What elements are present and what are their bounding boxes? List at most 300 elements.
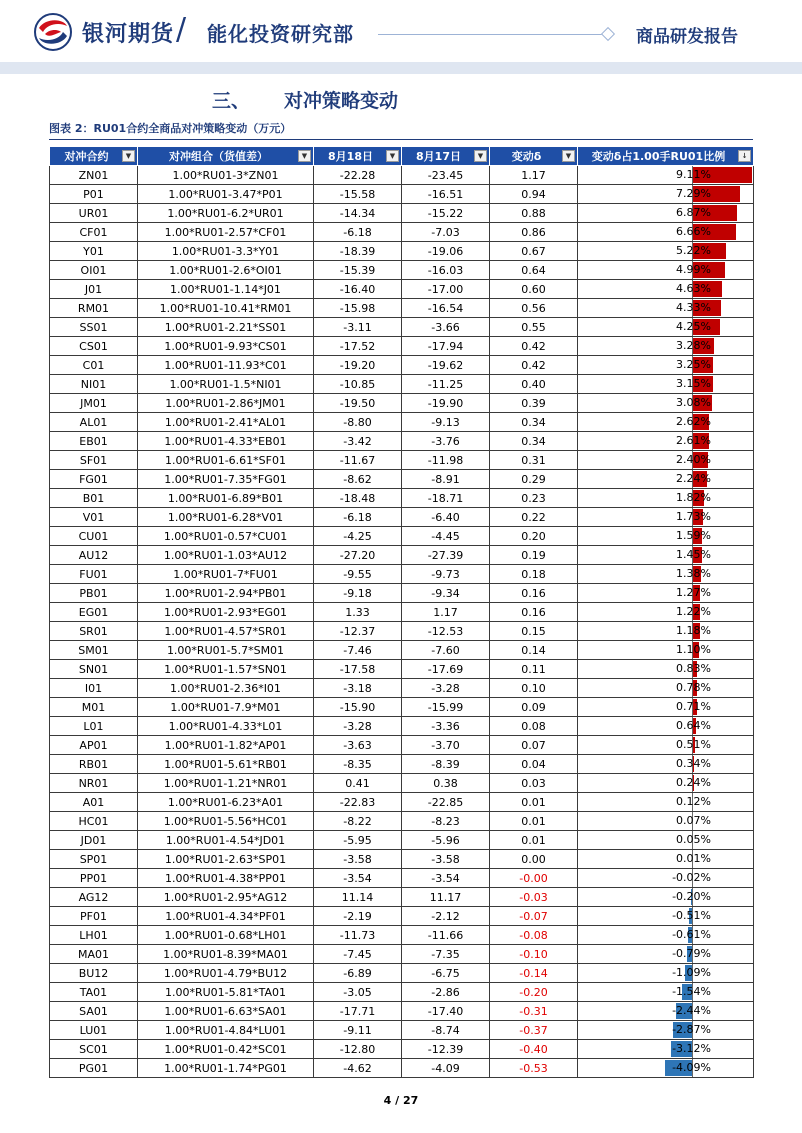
table-cell-combo: 1.00*RU01-9.93*CS01 [138, 337, 314, 356]
table-cell-aug17: -23.45 [402, 166, 490, 185]
table-row [50, 907, 754, 926]
table-cell-aug17: -3.36 [402, 717, 490, 736]
table-cell-aug18: -7.45 [314, 945, 402, 964]
table-cell-contract: CF01 [50, 223, 138, 242]
ratio-label: 2.24% [676, 472, 711, 485]
table-cell-delta: 0.55 [490, 318, 578, 337]
table-cell-ratio [578, 204, 754, 223]
table-cell-contract: ZN01 [50, 166, 138, 185]
table-cell-combo: 1.00*RU01-1.03*AU12 [138, 546, 314, 565]
table-cell-contract: NI01 [50, 375, 138, 394]
ratio-label: 3.25% [676, 358, 711, 371]
table-cell-delta: -0.14 [490, 964, 578, 983]
table-cell-delta: 0.60 [490, 280, 578, 299]
table-cell-aug18: -22.28 [314, 166, 402, 185]
ratio-label: -0.20% [672, 890, 711, 903]
table-cell-ratio [578, 166, 754, 185]
ratio-label: 4.63% [676, 282, 711, 295]
table-cell-aug18: -9.18 [314, 584, 402, 603]
table-cell-ratio [578, 793, 754, 812]
table-cell-contract: I01 [50, 679, 138, 698]
table-cell-contract: RB01 [50, 755, 138, 774]
table-cell-contract: V01 [50, 508, 138, 527]
table-row [50, 1021, 754, 1040]
table-cell-aug17: -9.73 [402, 565, 490, 584]
table-cell-contract: B01 [50, 489, 138, 508]
table-cell-combo: 1.00*RU01-0.68*LH01 [138, 926, 314, 945]
table-cell-delta: 0.18 [490, 565, 578, 584]
table-row [50, 204, 754, 223]
table-cell-ratio [578, 394, 754, 413]
table-cell-aug17: -19.90 [402, 394, 490, 413]
table-cell-combo: 1.00*RU01-10.41*RM01 [138, 299, 314, 318]
ratio-label: 1.82% [676, 491, 711, 504]
table-cell-aug18: -3.18 [314, 679, 402, 698]
table-cell-aug18: -27.20 [314, 546, 402, 565]
ratio-label: 0.83% [676, 662, 711, 675]
table-cell-aug18: -3.28 [314, 717, 402, 736]
table-row [50, 736, 754, 755]
table-row [50, 869, 754, 888]
table-cell-delta: 0.11 [490, 660, 578, 679]
table-cell-aug18: -15.39 [314, 261, 402, 280]
page-header [0, 0, 802, 66]
table-cell-combo: 1.00*RU01-1.5*NI01 [138, 375, 314, 394]
table-cell-aug18: -8.22 [314, 812, 402, 831]
table-cell-ratio [578, 831, 754, 850]
table-cell-contract: HC01 [50, 812, 138, 831]
table-cell-aug17: -12.39 [402, 1040, 490, 1059]
ratio-label: 2.61% [676, 434, 711, 447]
table-cell-ratio [578, 413, 754, 432]
table-cell-aug18: -8.35 [314, 755, 402, 774]
table-cell-ratio [578, 375, 754, 394]
ratio-label: 7.29% [676, 187, 711, 200]
table-cell-delta: 0.07 [490, 736, 578, 755]
table-cell-aug18: 0.41 [314, 774, 402, 793]
table-row [50, 1040, 754, 1059]
table-cell-aug17: -2.86 [402, 983, 490, 1002]
table-cell-aug18: -11.67 [314, 451, 402, 470]
table-cell-combo: 1.00*RU01-2.94*PB01 [138, 584, 314, 603]
table-cell-aug18: -8.62 [314, 470, 402, 489]
ratio-label: 4.99% [676, 263, 711, 276]
table-cell-aug17: -16.54 [402, 299, 490, 318]
table-cell-contract: JM01 [50, 394, 138, 413]
table-cell-contract: SA01 [50, 1002, 138, 1021]
table-cell-delta: 0.40 [490, 375, 578, 394]
table-cell-ratio [578, 1059, 754, 1078]
table-cell-combo: 1.00*RU01-6.61*SF01 [138, 451, 314, 470]
table-cell-ratio [578, 337, 754, 356]
table-row [50, 565, 754, 584]
table-row [50, 812, 754, 831]
table-cell-aug18: -8.80 [314, 413, 402, 432]
table-cell-contract: FG01 [50, 470, 138, 489]
table-cell-aug17: -17.40 [402, 1002, 490, 1021]
table-cell-ratio [578, 926, 754, 945]
table-cell-aug17: 1.17 [402, 603, 490, 622]
table-cell-aug17: -22.85 [402, 793, 490, 812]
table-cell-combo: 1.00*RU01-1.82*AP01 [138, 736, 314, 755]
table-cell-combo: 1.00*RU01-7.35*FG01 [138, 470, 314, 489]
section-number: 三、 [212, 90, 251, 112]
table-cell-aug18: -4.62 [314, 1059, 402, 1078]
column-header: 变动δ占1.00手RU01比例 ↓ [578, 147, 754, 166]
table-cell-aug17: -15.99 [402, 698, 490, 717]
table-cell-delta: 0.29 [490, 470, 578, 489]
table-row [50, 755, 754, 774]
ratio-label: 3.15% [676, 377, 711, 390]
table-cell-aug18: -12.37 [314, 622, 402, 641]
table-cell-aug18: 11.14 [314, 888, 402, 907]
table-cell-aug17: -27.39 [402, 546, 490, 565]
table-cell-ratio [578, 888, 754, 907]
table-cell-aug17: -17.94 [402, 337, 490, 356]
table-cell-combo: 1.00*RU01-4.84*LU01 [138, 1021, 314, 1040]
table-cell-combo: 1.00*RU01-4.54*JD01 [138, 831, 314, 850]
table-cell-combo: 1.00*RU01-6.2*UR01 [138, 204, 314, 223]
table-cell-ratio [578, 964, 754, 983]
table-cell-aug17: -8.23 [402, 812, 490, 831]
table-cell-aug18: -10.85 [314, 375, 402, 394]
table-cell-aug17: -7.60 [402, 641, 490, 660]
table-cell-aug17: -19.06 [402, 242, 490, 261]
table-cell-aug17: -17.00 [402, 280, 490, 299]
table-cell-aug18: -3.05 [314, 983, 402, 1002]
ratio-label: -1.54% [672, 985, 711, 998]
ratio-label: 0.71% [676, 700, 711, 713]
table-cell-delta: 0.22 [490, 508, 578, 527]
table-cell-contract: JD01 [50, 831, 138, 850]
table-cell-delta: 0.34 [490, 432, 578, 451]
table-cell-combo: 1.00*RU01-5.56*HC01 [138, 812, 314, 831]
table-cell-ratio [578, 299, 754, 318]
table-cell-combo: 1.00*RU01-4.33*L01 [138, 717, 314, 736]
table-cell-contract: AP01 [50, 736, 138, 755]
table-cell-delta: 0.14 [490, 641, 578, 660]
filter-dropdown-icon[interactable]: ▼ [474, 150, 487, 162]
table-cell-ratio [578, 527, 754, 546]
column-header: 对冲组合（货值差） ▼ [138, 147, 314, 166]
table-row [50, 261, 754, 280]
table-cell-delta: 0.42 [490, 356, 578, 375]
table-cell-delta: 0.19 [490, 546, 578, 565]
table-cell-contract: BU12 [50, 964, 138, 983]
ratio-label: -0.51% [672, 909, 711, 922]
table-cell-contract: PB01 [50, 584, 138, 603]
table-cell-aug18: -16.40 [314, 280, 402, 299]
filter-dropdown-icon[interactable]: ▼ [562, 150, 575, 162]
filter-dropdown-icon[interactable]: ▼ [298, 150, 311, 162]
table-cell-aug17: -6.40 [402, 508, 490, 527]
ratio-label: 0.78% [676, 681, 711, 694]
table-cell-aug17: -3.28 [402, 679, 490, 698]
table-cell-combo: 1.00*RU01-1.21*NR01 [138, 774, 314, 793]
table-cell-delta: 0.56 [490, 299, 578, 318]
table-cell-contract: SF01 [50, 451, 138, 470]
table-cell-combo: 1.00*RU01-4.79*BU12 [138, 964, 314, 983]
table-cell-aug17: -15.22 [402, 204, 490, 223]
table-row [50, 432, 754, 451]
table-cell-ratio [578, 736, 754, 755]
table-cell-ratio [578, 850, 754, 869]
table-cell-delta: 0.08 [490, 717, 578, 736]
table-cell-delta: -0.08 [490, 926, 578, 945]
table-cell-aug18: -9.55 [314, 565, 402, 584]
table-row [50, 375, 754, 394]
table-cell-delta: 0.94 [490, 185, 578, 204]
column-header: 8月17日 ▼ [402, 147, 490, 166]
table-row [50, 584, 754, 603]
table-cell-contract: NR01 [50, 774, 138, 793]
table-cell-combo: 1.00*RU01-7.9*M01 [138, 698, 314, 717]
table-cell-combo: 1.00*RU01-8.39*MA01 [138, 945, 314, 964]
table-cell-combo: 1.00*RU01-2.86*JM01 [138, 394, 314, 413]
report-type: 商品研发报告 [636, 27, 738, 47]
ratio-label: 0.24% [676, 776, 711, 789]
table-cell-combo: 1.00*RU01-3.47*P01 [138, 185, 314, 204]
table-row [50, 641, 754, 660]
table-cell-aug18: -6.89 [314, 964, 402, 983]
table-cell-aug18: -17.71 [314, 1002, 402, 1021]
table-cell-contract: UR01 [50, 204, 138, 223]
ratio-label: -3.12% [672, 1042, 711, 1055]
table-cell-delta: -0.53 [490, 1059, 578, 1078]
table-cell-delta: 0.42 [490, 337, 578, 356]
table-cell-contract: Y01 [50, 242, 138, 261]
table-cell-combo: 1.00*RU01-1.74*PG01 [138, 1059, 314, 1078]
table-row [50, 489, 754, 508]
table-cell-aug18: -18.39 [314, 242, 402, 261]
table-cell-ratio [578, 1021, 754, 1040]
table-row [50, 660, 754, 679]
table-cell-combo: 1.00*RU01-6.89*B01 [138, 489, 314, 508]
table-cell-ratio [578, 508, 754, 527]
hedge-strategy-table [49, 146, 754, 1078]
table-cell-delta: 0.67 [490, 242, 578, 261]
table-cell-aug18: -6.18 [314, 223, 402, 242]
table-cell-delta: -0.07 [490, 907, 578, 926]
table-cell-aug17: -11.25 [402, 375, 490, 394]
table-row [50, 926, 754, 945]
table-cell-aug17: -5.96 [402, 831, 490, 850]
table-cell-aug18: -15.98 [314, 299, 402, 318]
table-cell-contract: FU01 [50, 565, 138, 584]
ratio-label: 2.40% [676, 453, 711, 466]
table-cell-contract: SC01 [50, 1040, 138, 1059]
table-cell-aug18: -18.48 [314, 489, 402, 508]
table-cell-aug17: 0.38 [402, 774, 490, 793]
filter-dropdown-icon[interactable]: ▼ [386, 150, 399, 162]
table-cell-ratio [578, 432, 754, 451]
table-cell-contract: RM01 [50, 299, 138, 318]
table-cell-aug18: -3.58 [314, 850, 402, 869]
table-row [50, 413, 754, 432]
table-cell-ratio [578, 242, 754, 261]
table-cell-contract: LH01 [50, 926, 138, 945]
ratio-label: -2.44% [672, 1004, 711, 1017]
table-cell-aug17: -9.34 [402, 584, 490, 603]
table-cell-combo: 1.00*RU01-7*FU01 [138, 565, 314, 584]
table-cell-contract: SM01 [50, 641, 138, 660]
table-cell-aug17: -19.62 [402, 356, 490, 375]
table-cell-contract: A01 [50, 793, 138, 812]
table-cell-combo: 1.00*RU01-6.23*A01 [138, 793, 314, 812]
table-cell-delta: -0.37 [490, 1021, 578, 1040]
table-cell-aug18: -4.25 [314, 527, 402, 546]
diamond-icon [601, 27, 615, 41]
table-row [50, 394, 754, 413]
table-cell-contract: CS01 [50, 337, 138, 356]
ratio-label: -0.02% [672, 871, 711, 884]
page-number: 4 / 27 [383, 1094, 419, 1107]
table-cell-aug17: -11.98 [402, 451, 490, 470]
table-cell-aug18: -3.63 [314, 736, 402, 755]
table-cell-ratio [578, 869, 754, 888]
column-header: 变动δ ▼ [490, 147, 578, 166]
table-cell-combo: 1.00*RU01-2.36*I01 [138, 679, 314, 698]
table-cell-combo: 1.00*RU01-2.95*AG12 [138, 888, 314, 907]
table-cell-ratio [578, 470, 754, 489]
ratio-label: 0.07% [676, 814, 711, 827]
table-cell-aug18: -2.19 [314, 907, 402, 926]
table-cell-contract: SS01 [50, 318, 138, 337]
table-cell-delta: 0.01 [490, 793, 578, 812]
table-cell-aug17: -3.76 [402, 432, 490, 451]
table-cell-ratio [578, 565, 754, 584]
table-cell-aug18: -6.18 [314, 508, 402, 527]
table-row [50, 603, 754, 622]
table-cell-combo: 1.00*RU01-3*ZN01 [138, 166, 314, 185]
table-row [50, 299, 754, 318]
table-cell-contract: P01 [50, 185, 138, 204]
table-cell-contract: C01 [50, 356, 138, 375]
table-cell-combo: 1.00*RU01-1.57*SN01 [138, 660, 314, 679]
table-cell-delta: 0.86 [490, 223, 578, 242]
table-cell-ratio [578, 983, 754, 1002]
table-cell-delta: 0.20 [490, 527, 578, 546]
table-cell-delta: 0.01 [490, 831, 578, 850]
table-cell-contract: AU12 [50, 546, 138, 565]
table-row [50, 983, 754, 1002]
table-cell-aug18: -17.58 [314, 660, 402, 679]
table-cell-combo: 1.00*RU01-5.81*TA01 [138, 983, 314, 1002]
ratio-label: 1.10% [676, 643, 711, 656]
ratio-label: -4.09% [672, 1061, 711, 1074]
table-cell-delta: -0.00 [490, 869, 578, 888]
table-cell-contract: EG01 [50, 603, 138, 622]
table-cell-aug18: -19.20 [314, 356, 402, 375]
ratio-label: 6.87% [676, 206, 711, 219]
table-row [50, 831, 754, 850]
table-cell-combo: 1.00*RU01-2.57*CF01 [138, 223, 314, 242]
table-cell-aug18: -3.11 [314, 318, 402, 337]
column-header: 8月18日 ▼ [314, 147, 402, 166]
table-cell-aug17: -2.12 [402, 907, 490, 926]
table-cell-ratio [578, 698, 754, 717]
table-cell-ratio [578, 318, 754, 337]
table-cell-aug18: -3.54 [314, 869, 402, 888]
table-cell-combo: 1.00*RU01-1.14*J01 [138, 280, 314, 299]
table-cell-delta: 1.17 [490, 166, 578, 185]
table-cell-delta: 0.34 [490, 413, 578, 432]
filter-dropdown-icon[interactable]: ▼ [122, 150, 135, 162]
table-cell-aug18: 1.33 [314, 603, 402, 622]
table-cell-aug17: -6.75 [402, 964, 490, 983]
table-cell-ratio [578, 261, 754, 280]
table-row [50, 774, 754, 793]
table-cell-aug17: -8.91 [402, 470, 490, 489]
sort-descending-icon[interactable]: ↓ [738, 150, 751, 162]
table-cell-aug18: -11.73 [314, 926, 402, 945]
table-cell-ratio [578, 223, 754, 242]
table-cell-combo: 1.00*RU01-2.41*AL01 [138, 413, 314, 432]
table-cell-combo: 1.00*RU01-2.93*EG01 [138, 603, 314, 622]
company-name: 银河期货 [82, 22, 175, 47]
table-cell-aug17: -3.58 [402, 850, 490, 869]
ratio-label: -2.87% [672, 1023, 711, 1036]
department-name: 能化投资研究部 [207, 22, 354, 46]
table-cell-delta: 0.01 [490, 812, 578, 831]
caption-rule [49, 139, 753, 140]
table-cell-ratio [578, 945, 754, 964]
table-cell-ratio [578, 546, 754, 565]
ratio-label: 9.11% [676, 168, 711, 181]
table-cell-delta: 0.16 [490, 584, 578, 603]
table-header-row [50, 147, 754, 166]
table-row [50, 546, 754, 565]
table-cell-aug18: -14.34 [314, 204, 402, 223]
table-row [50, 1002, 754, 1021]
table-row [50, 850, 754, 869]
header-divider: / [176, 12, 187, 47]
table-cell-contract: SN01 [50, 660, 138, 679]
table-cell-aug17: -18.71 [402, 489, 490, 508]
table-cell-aug17: -4.09 [402, 1059, 490, 1078]
header-rule [378, 34, 604, 35]
table-cell-ratio [578, 451, 754, 470]
ratio-label: 3.28% [676, 339, 711, 352]
table-cell-ratio [578, 679, 754, 698]
table-cell-ratio [578, 755, 754, 774]
table-cell-combo: 1.00*RU01-2.63*SP01 [138, 850, 314, 869]
table-cell-combo: 1.00*RU01-4.33*EB01 [138, 432, 314, 451]
ratio-label: 4.25% [676, 320, 711, 333]
table-cell-delta: -0.10 [490, 945, 578, 964]
table-cell-delta: 0.23 [490, 489, 578, 508]
table-row [50, 451, 754, 470]
section-title-text: 对冲策略变动 [284, 90, 399, 112]
column-header: 对冲合约 ▼ [50, 147, 138, 166]
ratio-label: 0.05% [676, 833, 711, 846]
table-cell-combo: 1.00*RU01-4.38*PP01 [138, 869, 314, 888]
table-row [50, 508, 754, 527]
table-cell-contract: OI01 [50, 261, 138, 280]
table-cell-aug17: -12.53 [402, 622, 490, 641]
table-cell-delta: 0.10 [490, 679, 578, 698]
table-row [50, 622, 754, 641]
table-cell-aug17: -11.66 [402, 926, 490, 945]
table-body [50, 166, 754, 1078]
table-cell-aug17: -7.35 [402, 945, 490, 964]
figure-caption: 图表 2：RU01合约全商品对冲策略变动（万元） [49, 122, 292, 135]
table-cell-delta: -0.40 [490, 1040, 578, 1059]
ratio-label: 0.01% [676, 852, 711, 865]
ratio-label: 4.33% [676, 301, 711, 314]
table-row [50, 717, 754, 736]
ratio-label: 1.45% [676, 548, 711, 561]
